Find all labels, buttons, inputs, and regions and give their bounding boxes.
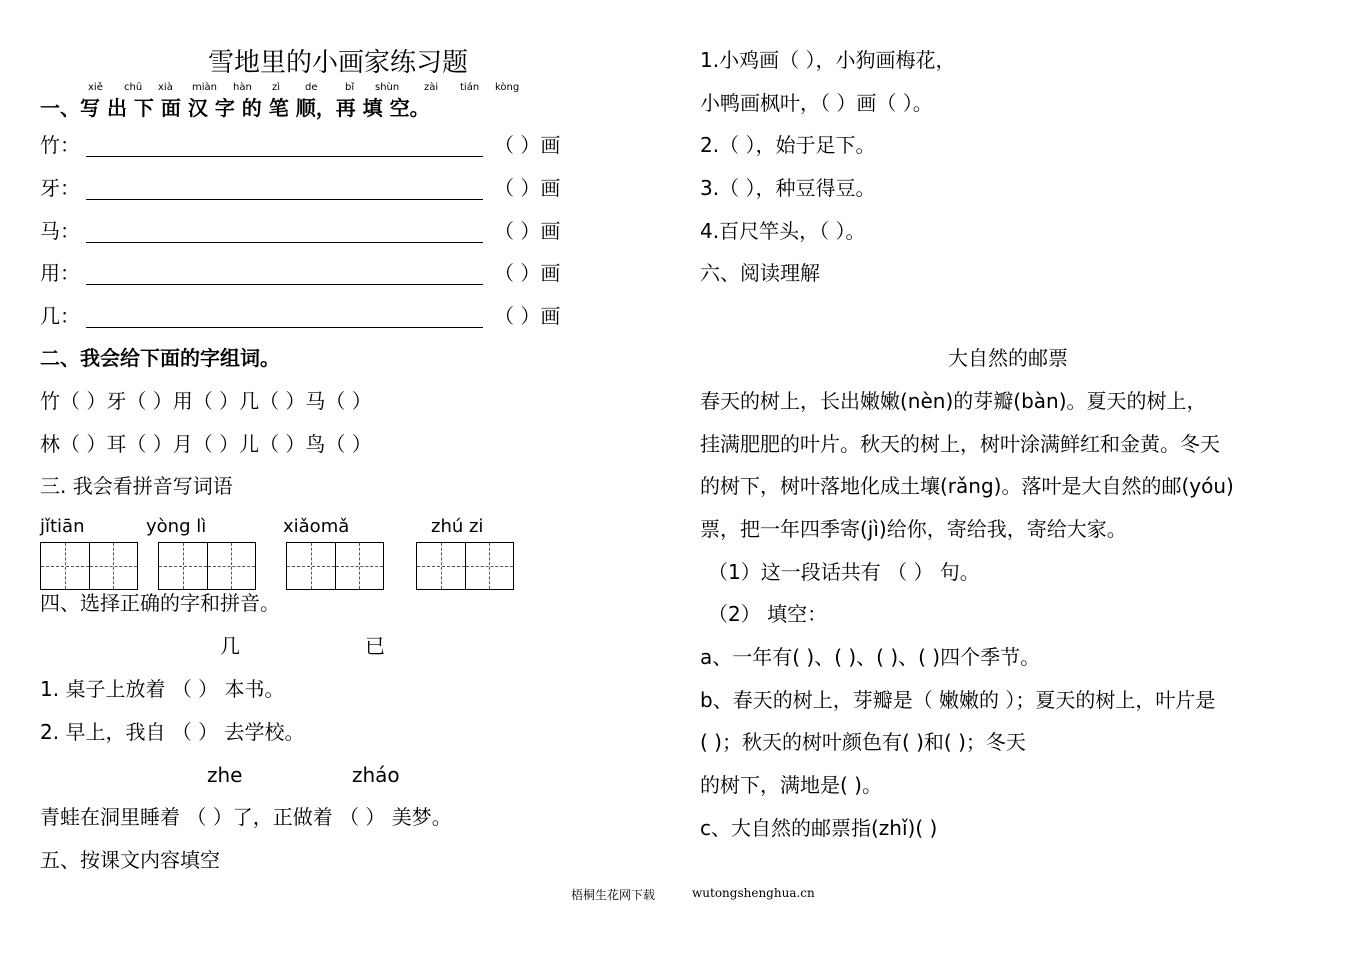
page-title: 雪地里的小画家练习题 <box>208 48 469 78</box>
pinyin-syllable: de <box>305 82 318 93</box>
question-text: 2. 早上，我自 （ ） 去学校。 <box>40 720 305 744</box>
stroke-order-answer-line[interactable] <box>86 284 483 285</box>
stroke-order-answer-line[interactable] <box>86 327 483 328</box>
passage-line: 春天的树上，长出嫩嫩(nèn)的芽瓣(bàn)。夏天的树上， <box>700 389 1207 413</box>
section1-heading: 一、写 出 下 面 汉 字 的 笔 顺，再 填 空。 <box>40 96 430 120</box>
section3-heading: 三. 我会看拼音写词语 <box>40 474 233 498</box>
stroke-count-blank: （ ）画 <box>494 304 561 328</box>
choice-char: 已 <box>365 634 385 658</box>
pinyin-prompt: jǐtiān <box>40 516 85 537</box>
section5-heading: 五、按课文内容填空 <box>40 848 220 872</box>
stroke-order-answer-line[interactable] <box>86 199 483 200</box>
writing-grid[interactable] <box>158 542 256 590</box>
writing-grid[interactable] <box>40 542 138 590</box>
stroke-order-answer-line[interactable] <box>86 156 483 157</box>
passage-line: 挂满肥肥的叶片。秋天的树上，树叶涂满鲜红和金黄。冬天 <box>700 432 1220 456</box>
pinyin-syllable: shùn <box>375 82 400 93</box>
writing-grid[interactable] <box>286 542 384 590</box>
stroke-count-blank: （ ）画 <box>494 219 561 243</box>
choice-char: 几 <box>220 634 240 658</box>
fill-in-question: 2.（ ），始于足下。 <box>700 133 876 157</box>
choice-pinyin: zhe <box>207 763 243 787</box>
reading-question: c、大自然的邮票指(zhǐ)( ) <box>700 816 938 840</box>
pinyin-syllable: hàn <box>233 82 252 93</box>
choice-pinyin: zháo <box>352 763 400 787</box>
fill-in-question: 4.百尺竿头，（ ）。 <box>700 219 866 243</box>
passage-line: 的树下，树叶落地化成土壤(rǎng)。落叶是大自然的邮(yóu) <box>700 474 1234 498</box>
fill-in-question: 3.（ ），种豆得豆。 <box>700 176 876 200</box>
footer-url: wutongshenghua.cn <box>692 886 815 900</box>
writing-grid[interactable] <box>416 542 514 590</box>
pinyin-syllable: zì <box>272 82 281 93</box>
reading-question: a、一年有( )、( )、( )、( )四个季节。 <box>700 645 1041 669</box>
reading-question: （1）这一段话共有 （ ） 句。 <box>708 560 980 584</box>
footer-source: 梧桐生花网下载 <box>571 888 656 902</box>
pinyin-prompt: yòng lì <box>146 516 207 537</box>
pinyin-syllable: chū <box>124 82 143 93</box>
word-group-row: 竹（ ）牙（ ）用（ ）几（ ）马（ ） <box>40 389 372 413</box>
pinyin-syllable: bǐ <box>345 82 355 93</box>
section2-heading: 二、我会给下面的字组词。 <box>40 346 280 370</box>
pinyin-syllable: miàn <box>192 82 217 93</box>
pinyin-syllable: kòng <box>495 82 520 93</box>
stroke-count-blank: （ ）画 <box>494 133 561 157</box>
question-text: 1. 桌子上放着 （ ） 本书。 <box>40 677 285 701</box>
stroke-count-blank: （ ）画 <box>494 176 561 200</box>
section6-heading: 六、阅读理解 <box>700 261 820 285</box>
pinyin-syllable: xià <box>158 82 173 93</box>
stroke-count-blank: （ ）画 <box>494 261 561 285</box>
pinyin-prompt: xiǎomǎ <box>283 516 350 537</box>
reading-question: （2） 填空： <box>708 602 828 626</box>
section4-heading: 四、选择正确的字和拼音。 <box>40 591 280 615</box>
stroke-char-label: 竹： <box>40 133 80 157</box>
reading-question: ( )；秋天的树叶颜色有( )和( )；冬天 <box>700 730 1026 754</box>
reading-question: b、春天的树上，芽瓣是（ 嫩嫩的 ）；夏天的树上，叶片是 <box>700 688 1216 712</box>
fill-in-question: 1.小鸡画（ ），小狗画梅花， <box>700 48 956 72</box>
fill-in-question: 小鸭画枫叶，（ ）画（ ）。 <box>700 91 933 115</box>
passage-line: 票，把一年四季寄(jì)给你，寄给我，寄给大家。 <box>700 517 1127 541</box>
question-text: 青蛙在洞里睡着 （ ）了，正做着 （ ） 美梦。 <box>40 805 452 829</box>
word-group-row: 林（ ）耳（ ）月（ ）儿（ ）鸟（ ） <box>40 432 372 456</box>
stroke-order-answer-line[interactable] <box>86 242 483 243</box>
pinyin-syllable: tián <box>460 82 480 93</box>
pinyin-syllable: xiě <box>88 82 103 93</box>
pinyin-prompt: zhú zi <box>431 516 484 537</box>
stroke-char-label: 马： <box>40 219 80 243</box>
reading-question: 的树下，满地是( )。 <box>700 773 882 797</box>
pinyin-syllable: zài <box>424 82 439 93</box>
stroke-char-label: 用： <box>40 261 80 285</box>
stroke-char-label: 几： <box>40 304 80 328</box>
stroke-char-label: 牙： <box>40 176 80 200</box>
passage-title: 大自然的邮票 <box>948 346 1068 370</box>
